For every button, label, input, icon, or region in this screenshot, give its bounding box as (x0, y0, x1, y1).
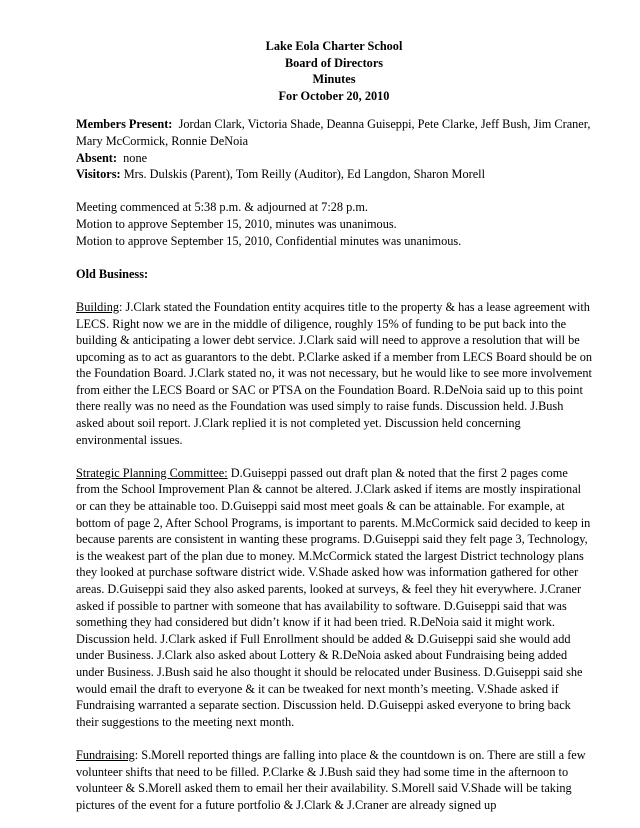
visitors-label: Visitors: (76, 167, 121, 182)
motion-confidential-minutes: Motion to approve September 15, 2010, Confidential minutes was unanimous. (76, 233, 462, 248)
fundraising-title: Fundraising (76, 747, 135, 762)
school-name: Lake Eola Charter School (265, 39, 403, 53)
building-paragraph (76, 299, 592, 448)
document-header (76, 38, 592, 104)
meeting-times: Meeting commenced at 5:38 p.m. & adjourned at 7:28 p.m. (76, 200, 368, 215)
visitors-line (76, 166, 592, 183)
strategic-planning-section (76, 465, 592, 731)
motion-minutes: Motion to approve September 15, 2010, minutes was unanimous. (76, 216, 397, 231)
strategic-planning-title: Strategic Planning Committee: (76, 465, 228, 480)
building-title: Building (76, 299, 120, 314)
meeting-date: For October 20, 2010 (278, 88, 390, 103)
old-business-heading: Old Business: (76, 266, 149, 281)
fundraising-text: : S.Morell reported things are falling into place & the countdown is on. There are still a few volunteer shifts that need to be filled. P.Clarke & J.Bush said they had some time in the afternoon to volunteer & S.Morell asked them to email her their availability. S.Morell said V.Shade will be taking pictures of the event for a future portfolio & J.Clark & J.Craner are already signed up (76, 747, 586, 812)
fundraising-section (76, 747, 592, 813)
board-name: Board of Directors (284, 55, 384, 70)
absent-line (76, 150, 592, 167)
meeting-summary (76, 199, 592, 249)
members-present (76, 116, 592, 149)
strategic-planning-text: D.Guiseppi passed out draft plan & noted that the first 2 pages come from the School Improvement Plan & cannot be altered. J.Clark asked if items are mostly inspirational or can they be attainable too. D.Guiseppi said most meet goals & can be attainable. For example, at bottom of page 2, After School Programs, is important to parents. M.McCormick said decided to keep in because parents are consistent in wanting these programs. D.Guiseppi said they felt page 3, Technology, is the weakest part of the plan due to money. M.McCormick stated the largest District technology plans they looked at purchase software district wide. V.Shade asked how was information gathered for other areas. D.Guiseppi said they also asked parents, looked at surveys, & feel they hit everywhere. J.Craner asked if possible to partner with someone that has availability to software. D.Guiseppi said that was something they had considered but didn’t know if it had been tried. R.DeNoia said it might work. Discussion held. J.Clark asked if Full Enrollment should be added & D.Guiseppi said she would add under Business. J.Clark also asked about Lottery & R.DeNoia asked about Fundraising being added under Business. J.Bush said he also thought it should be relocated under Business. D.Guiseppi said she would email the draft to everyone & it can be tweaked for next month’s meeting. V.Shade asked if Fundraising warranted a separate section. Discussion held. D.Guiseppi asked everyone to bring back their suggestions to the meeting next month. (76, 465, 591, 729)
building-section (76, 299, 592, 448)
document-type: Minutes (312, 72, 356, 87)
absent-label: Absent: (76, 150, 117, 165)
members-list: Jordan Clark, Victoria Shade, Deanna Guiseppi, Pete Clarke, Jeff Bush, Jim Craner, Mary McCormick, Ronnie DeNoia (76, 117, 591, 148)
fundraising-paragraph (76, 747, 592, 813)
strategic-planning-paragraph (76, 465, 592, 731)
attendance-section (76, 116, 592, 182)
building-text: : J.Clark stated the Foundation entity acquires title to the property & has a lease agreement with LECS. Right now we are in the middle of diligence, roughly 15% of funding to be put back into the building & anticipating a lower debt service. J.Clark said will need to approve a resolution that will be upcoming as to act as guarantors to the debt. P.Clarke asked if a member from LECS Board should be on the Foundation Board. J.Clark stated no, it was not necessary, but he would like to see more involvement from either the LECS Board or SAC or PTSA on the Foundation Board. R.DeNoia said up to this point there really was no need as the Foundation was used simply to raise funds. Discussion held. J.Bush asked about soil report. J.Clark replied it is not completed yet. Discussion held concerning environmental issues. (76, 299, 593, 447)
absent-value: none (123, 150, 148, 165)
visitors-list: Mrs. Dulskis (Parent), Tom Reilly (Auditor), Ed Langdon, Sharon Morell (123, 167, 485, 182)
members-label: Members Present: (76, 117, 173, 132)
old-business-heading-block (76, 266, 592, 283)
